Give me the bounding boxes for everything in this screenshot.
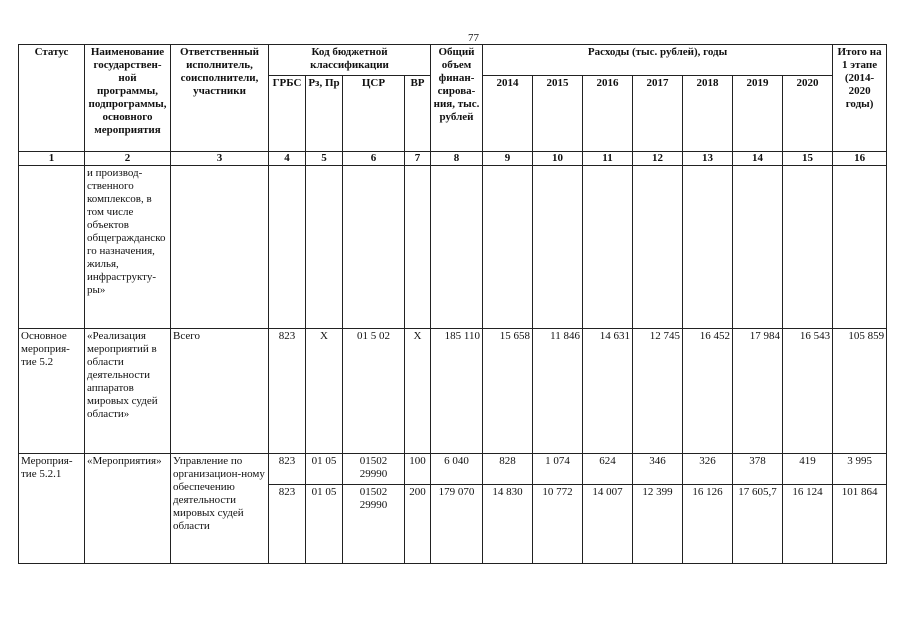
cell-year: 14 631 — [583, 329, 633, 454]
cell-year — [683, 166, 733, 329]
cell-vr: Х — [405, 329, 431, 454]
cell-year: 1 074 — [533, 454, 583, 485]
cell-grbs: 823 — [269, 329, 306, 454]
cell-year: 624 — [583, 454, 633, 485]
cell-year: 16 124 — [783, 485, 833, 564]
cell-rz-pr: 01 05 — [306, 454, 343, 485]
col-number: 8 — [431, 152, 483, 166]
col-number: 10 — [533, 152, 583, 166]
cell-csr: 01502 29990 — [343, 485, 405, 564]
cell-rz-pr: Х — [306, 329, 343, 454]
col-number: 4 — [269, 152, 306, 166]
cell-grbs: 823 — [269, 485, 306, 564]
header-year-2019: 2019 — [733, 76, 783, 152]
cell-vr: 100 — [405, 454, 431, 485]
cell-name: «Мероприятия» — [85, 454, 171, 564]
col-number: 9 — [483, 152, 533, 166]
cell-year: 14 830 — [483, 485, 533, 564]
col-number: 11 — [583, 152, 633, 166]
cell-year: 17 984 — [733, 329, 783, 454]
col-number: 13 — [683, 152, 733, 166]
col-number: 6 — [343, 152, 405, 166]
cell-status — [19, 166, 85, 329]
col-number: 16 — [833, 152, 887, 166]
page-number: 77 — [468, 32, 479, 44]
header-csr: ЦСР — [343, 76, 405, 152]
header-total: Общий объем финан-сирова-ния, тыс. рублей — [431, 45, 483, 152]
header-itogo: Итого на 1 этапе (2014-2020 годы) — [833, 45, 887, 152]
cell-year — [733, 166, 783, 329]
header-year-2014: 2014 — [483, 76, 533, 152]
col-number: 15 — [783, 152, 833, 166]
cell-itogo — [833, 166, 887, 329]
cell-year: 15 658 — [483, 329, 533, 454]
cell-name: «Реализация мероприятий в области деятельности аппаратов мировых судей области» — [85, 329, 171, 454]
header-expenses: Расходы (тыс. рублей), годы — [483, 45, 833, 76]
header-grbs: ГРБС — [269, 76, 306, 152]
table-row — [19, 454, 887, 485]
header-status: Статус — [19, 45, 85, 152]
cell-vr: 200 — [405, 485, 431, 564]
col-number: 1 — [19, 152, 85, 166]
col-number: 14 — [733, 152, 783, 166]
cell-year: 10 772 — [533, 485, 583, 564]
cell-csr: 01502 29990 — [343, 454, 405, 485]
cell-year: 12 399 — [633, 485, 683, 564]
cell-itogo: 3 995 — [833, 454, 887, 485]
cell-executor: Управление по организацион-ному обеспечению деятельности мировых судей области — [171, 454, 269, 564]
header-name: Наименование государствен-ной программы, подпрограммы, основного мероприятия — [85, 45, 171, 152]
cell-executor — [171, 166, 269, 329]
cell-year: 326 — [683, 454, 733, 485]
cell-grbs — [269, 166, 306, 329]
header-rz-pr: Рз, Пр — [306, 76, 343, 152]
cell-status: Мероприя-тие 5.2.1 — [19, 454, 85, 564]
header-year-2016: 2016 — [583, 76, 633, 152]
table-row — [19, 329, 887, 454]
col-number: 12 — [633, 152, 683, 166]
cell-year — [483, 166, 533, 329]
budget-table — [18, 44, 887, 564]
cell-year — [533, 166, 583, 329]
cell-vr — [405, 166, 431, 329]
cell-year — [633, 166, 683, 329]
cell-total: 185 110 — [431, 329, 483, 454]
cell-executor: Всего — [171, 329, 269, 454]
cell-status: Основное мероприя-тие 5.2 — [19, 329, 85, 454]
cell-year: 16 452 — [683, 329, 733, 454]
header-budget-code: Код бюджетной классификации — [269, 45, 431, 76]
cell-rz-pr: 01 05 — [306, 485, 343, 564]
cell-year — [783, 166, 833, 329]
cell-year: 16 126 — [683, 485, 733, 564]
cell-csr — [343, 166, 405, 329]
cell-itogo: 101 864 — [833, 485, 887, 564]
cell-grbs: 823 — [269, 454, 306, 485]
header-year-2017: 2017 — [633, 76, 683, 152]
col-number: 2 — [85, 152, 171, 166]
cell-year — [583, 166, 633, 329]
cell-year: 378 — [733, 454, 783, 485]
cell-year: 17 605,7 — [733, 485, 783, 564]
header-year-2015: 2015 — [533, 76, 583, 152]
cell-total — [431, 166, 483, 329]
table-row — [19, 166, 887, 329]
cell-year: 828 — [483, 454, 533, 485]
cell-year: 11 846 — [533, 329, 583, 454]
header-year-2018: 2018 — [683, 76, 733, 152]
cell-total: 6 040 — [431, 454, 483, 485]
col-number: 7 — [405, 152, 431, 166]
cell-year: 16 543 — [783, 329, 833, 454]
cell-year: 419 — [783, 454, 833, 485]
cell-total: 179 070 — [431, 485, 483, 564]
col-number: 3 — [171, 152, 269, 166]
cell-name: и производ-ственного комплексов, в том числе объектов общегражданского назначения, жилья, инфраструкту-ры» — [85, 166, 171, 329]
header-executor: Ответственный исполнитель, соисполнители, участники — [171, 45, 269, 152]
col-number: 5 — [306, 152, 343, 166]
cell-year: 346 — [633, 454, 683, 485]
cell-itogo: 105 859 — [833, 329, 887, 454]
cell-rz-pr — [306, 166, 343, 329]
cell-year: 12 745 — [633, 329, 683, 454]
cell-year: 14 007 — [583, 485, 633, 564]
cell-csr: 01 5 02 — [343, 329, 405, 454]
header-vr: ВР — [405, 76, 431, 152]
header-year-2020: 2020 — [783, 76, 833, 152]
